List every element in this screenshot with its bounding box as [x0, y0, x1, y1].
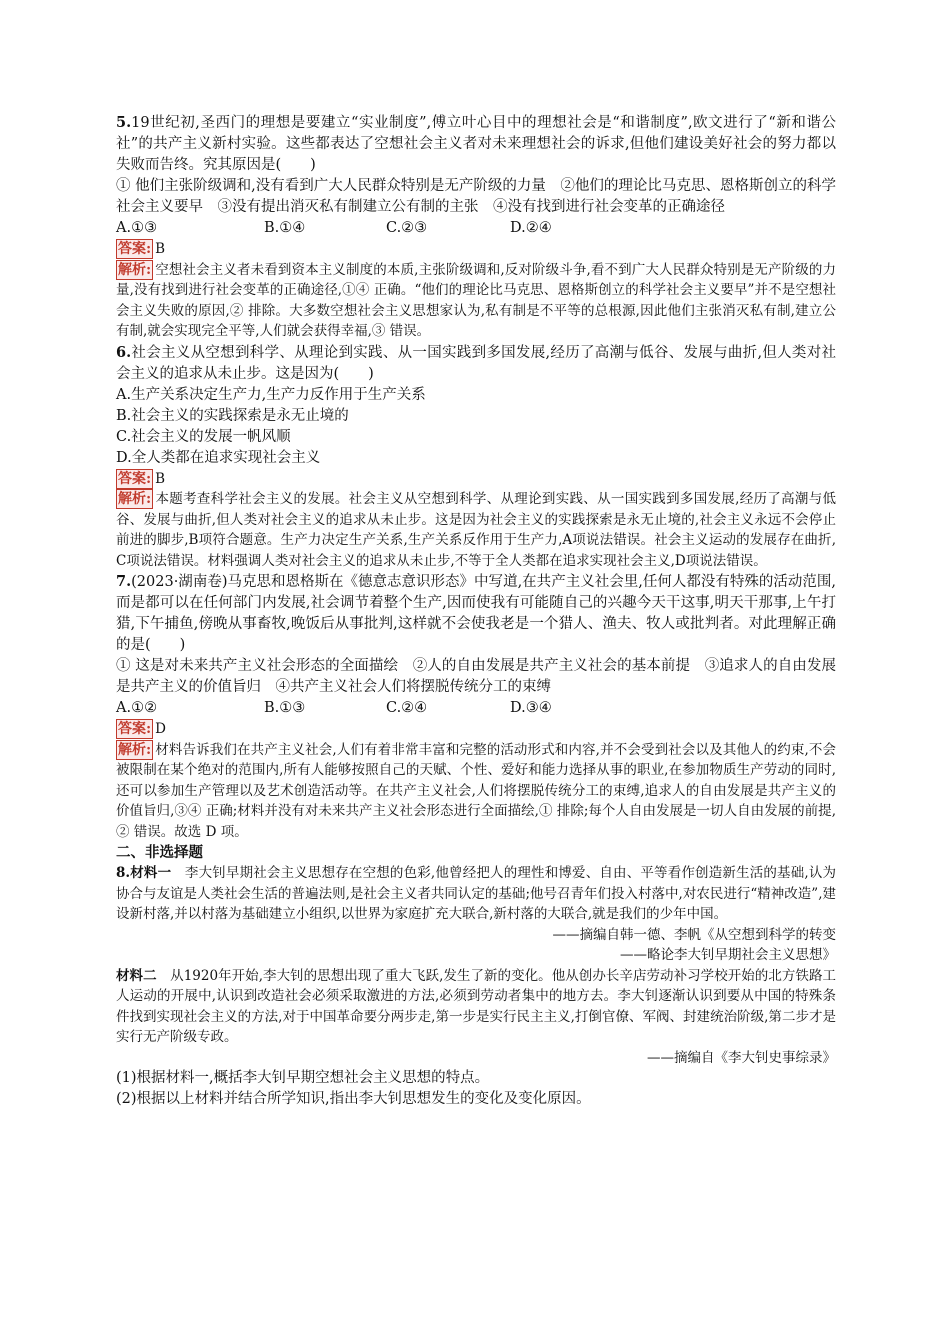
- question-number: 8.: [116, 865, 131, 881]
- option-c: C.②③: [386, 220, 428, 236]
- material-1-source-line-1: ——摘编自韩一德、李帆《从空想到科学的转变: [552, 926, 836, 943]
- question-7-analysis: 解析: 材料告诉我们在共产主义社会,人们有着非常丰富和完整的活动形式和内容,并不会受到社会以及其他人的约束,不会被限制在某个绝对的范围内,所有人能够按照自己的天赋、个性、爱好和能力选择从事的职业,在参加物质生产劳动的同时,还可以参加生产管理以及艺术创造活动等。在共产主义社会,人们将摆脱传统分工的束缚,追求人的自由发展是共产主义的价值旨归,③④ 正确;材料并没有对未来共产主义社会形态进行全面描绘,① 排除;每个人自由发展是一切人自由发展的前提,② 错误。故选 D 项。: [116, 741, 836, 840]
- question-number: 7.: [116, 573, 132, 590]
- answer-tag: 答案:: [118, 721, 152, 737]
- analysis-tag: 解析:: [118, 741, 152, 758]
- question-7: [116, 571, 836, 842]
- material-1-label: 材料一: [130, 865, 172, 881]
- sub-question-2: (2)根据以上材料并结合所学知识,指出李大钊思想发生的变化及变化原因。: [116, 1091, 591, 1107]
- question-5-options: [116, 218, 836, 239]
- material-1: [116, 863, 836, 925]
- question-7-stem: 7.(2023·湖南卷)马克思和恩格斯在《德意志意识形态》中写道,在共产主义社会里,任何人都没有特殊的活动范围,而是都可以在任何部门内发展,社会调节着整个生产,因而使我有可能随自己的兴趣今天干这事,明天干那事,上午打猎,下午捕鱼,傍晚从事畜牧,晚饭后从事批判,这样就不会使我老是一个猎人、渔夫、牧人或批判者。对此理解正确的是( ): [116, 573, 836, 653]
- option-a: A.①③: [116, 220, 158, 236]
- question-8: [116, 863, 836, 1110]
- option-c: C.②④: [386, 700, 428, 716]
- option-a: A.①②: [116, 700, 158, 716]
- material-2: [116, 966, 836, 1048]
- question-number: 5.: [116, 114, 132, 131]
- material-1-source-line-2: ——略论李大钊早期社会主义思想》: [620, 947, 836, 963]
- answer-tag: 答案:: [118, 470, 152, 487]
- material-1-text: 李大钊早期社会主义思想存在空想的色彩,他曾经把人的理性和博爱、自由、平等看作创造新生活的基础,认为协合与友谊是人类社会生活的普遍法则,是社会主义者共同认定的基础;他号召青年们投入村落中,对农民进行“精神改造”,建设新村落,并以村落为基础建立小组织,以世界为家庭扩充大联合,新村落的大联合,就是我们的少年中国。: [116, 865, 836, 922]
- question-5-items: ① 他们主张阶级调和,没有看到广大人民群众特别是无产阶级的力量 ②他们的理论比马克思、恩格斯创立的科学社会主义要早 ③没有提出消灭私有制建立公有制的主张 ④没有找到进行社会变革的正确途径: [116, 178, 836, 215]
- option-d: D.③④: [510, 700, 552, 716]
- option-c: C.社会主义的发展一帆风顺: [116, 428, 291, 445]
- question-5-analysis: 解析: 空想社会主义者未看到资本主义制度的本质,主张阶级调和,反对阶级斗争,看不到广大人民群众特别是无产阶级的力量,没有找到进行社会变革的正确途径,①④ 正确。“他们的理论比马克思、恩格斯创立的科学社会主义要早”并不是空想社会主义失败的原因,② 排除。大多数空想社会主义思想家认为,私有制是不平等的总根源,因此他们主张消灭私有制,建立公有制,就会实现完全平等,人们就会获得幸福,③ 错误。: [116, 261, 836, 339]
- question-5: [116, 112, 836, 342]
- analysis-tag: 解析:: [118, 491, 152, 507]
- analysis-tag: 解析:: [118, 261, 152, 278]
- sub-question-1: (1)根据材料一,概括李大钊早期空想社会主义思想的特点。: [116, 1070, 490, 1086]
- option-b: B.①④: [264, 220, 306, 236]
- question-7-options: [116, 698, 836, 719]
- question-6-answer: 答案: B: [118, 470, 166, 487]
- material-2-text: 从1920年开始,李大钊的思想出现了重大飞跃,发生了新的变化。他从创办长辛店劳动补习学校开始的北方铁路工人运动的开展中,认识到改造社会必须采取激进的方法,必须到劳动者集中的地方去。李大钊逐渐认识到要从中国的特殊条件找到实现社会主义的方法,对于中国革命要分两步走,第一步是实行民主主义,打倒官僚、军阀、封建统治阶级,第二步才是实行无产阶级专政。: [116, 967, 837, 1045]
- option-d: D.全人类都在追求实现社会主义: [116, 449, 321, 466]
- option-b: B.社会主义的实践探索是永无止境的: [116, 407, 349, 424]
- option-b: B.①③: [264, 700, 306, 716]
- option-d: D.②④: [510, 220, 552, 236]
- answer-tag: 答案:: [118, 241, 152, 257]
- section-heading: 二、非选择题: [116, 844, 203, 861]
- material-2-source: ——摘编自《李大钊史事综录》: [647, 1049, 836, 1066]
- question-6-analysis: 解析: 本题考查科学社会主义的发展。社会主义从空想到科学、从理论到实践、从一国实践到多国发展,经历了高潮与低谷、发展与曲折,但人类对社会主义的追求从未止步。这是因为社会主义的实践探索是永无止境的,社会主义永远不会停止前进的脚步,B项符合题意。生产力决定生产关系,生产关系反作用于生产力,A项说法错误。社会主义运动的发展存在曲折,C项说法错误。材料强调人类对社会主义的追求从未止步,不等于全人类都在追求实现社会主义,D项说法错误。: [116, 491, 836, 569]
- document-page: [116, 112, 836, 1110]
- question-6: [116, 342, 836, 572]
- question-5-answer: 答案: B: [118, 241, 166, 257]
- question-7-items: ① 这是对未来共产主义社会形态的全面描绘 ②人的自由发展是共产主义社会的基本前提 ③追求人的自由发展是共产主义的价值旨归 ④共产主义社会人们将摆脱传统分工的束缚: [116, 658, 836, 695]
- option-a: A.生产关系决定生产力,生产力反作用于生产关系: [116, 386, 426, 403]
- question-7-answer: 答案: D: [118, 721, 166, 737]
- question-6-stem: 6.社会主义从空想到科学、从理论到实践、从一国实践到多国发展,经历了高潮与低谷、发展与曲折,但人类对社会主义的追求从未止步。这是因为( ): [116, 343, 836, 382]
- question-5-stem: 5.19世纪初,圣西门的理想是要建立“实业制度”,傅立叶心目中的理想社会是“和谐制度”,欧文进行了“新和谐公社”的共产主义新村实验。这些都表达了空想社会主义者对未来理想社会的诉求,但他们建设美好社会的努力都以失败而告终。究其原因是( ): [116, 114, 836, 173]
- material-2-label: 材料二: [116, 967, 157, 984]
- question-number: 6.: [116, 343, 132, 361]
